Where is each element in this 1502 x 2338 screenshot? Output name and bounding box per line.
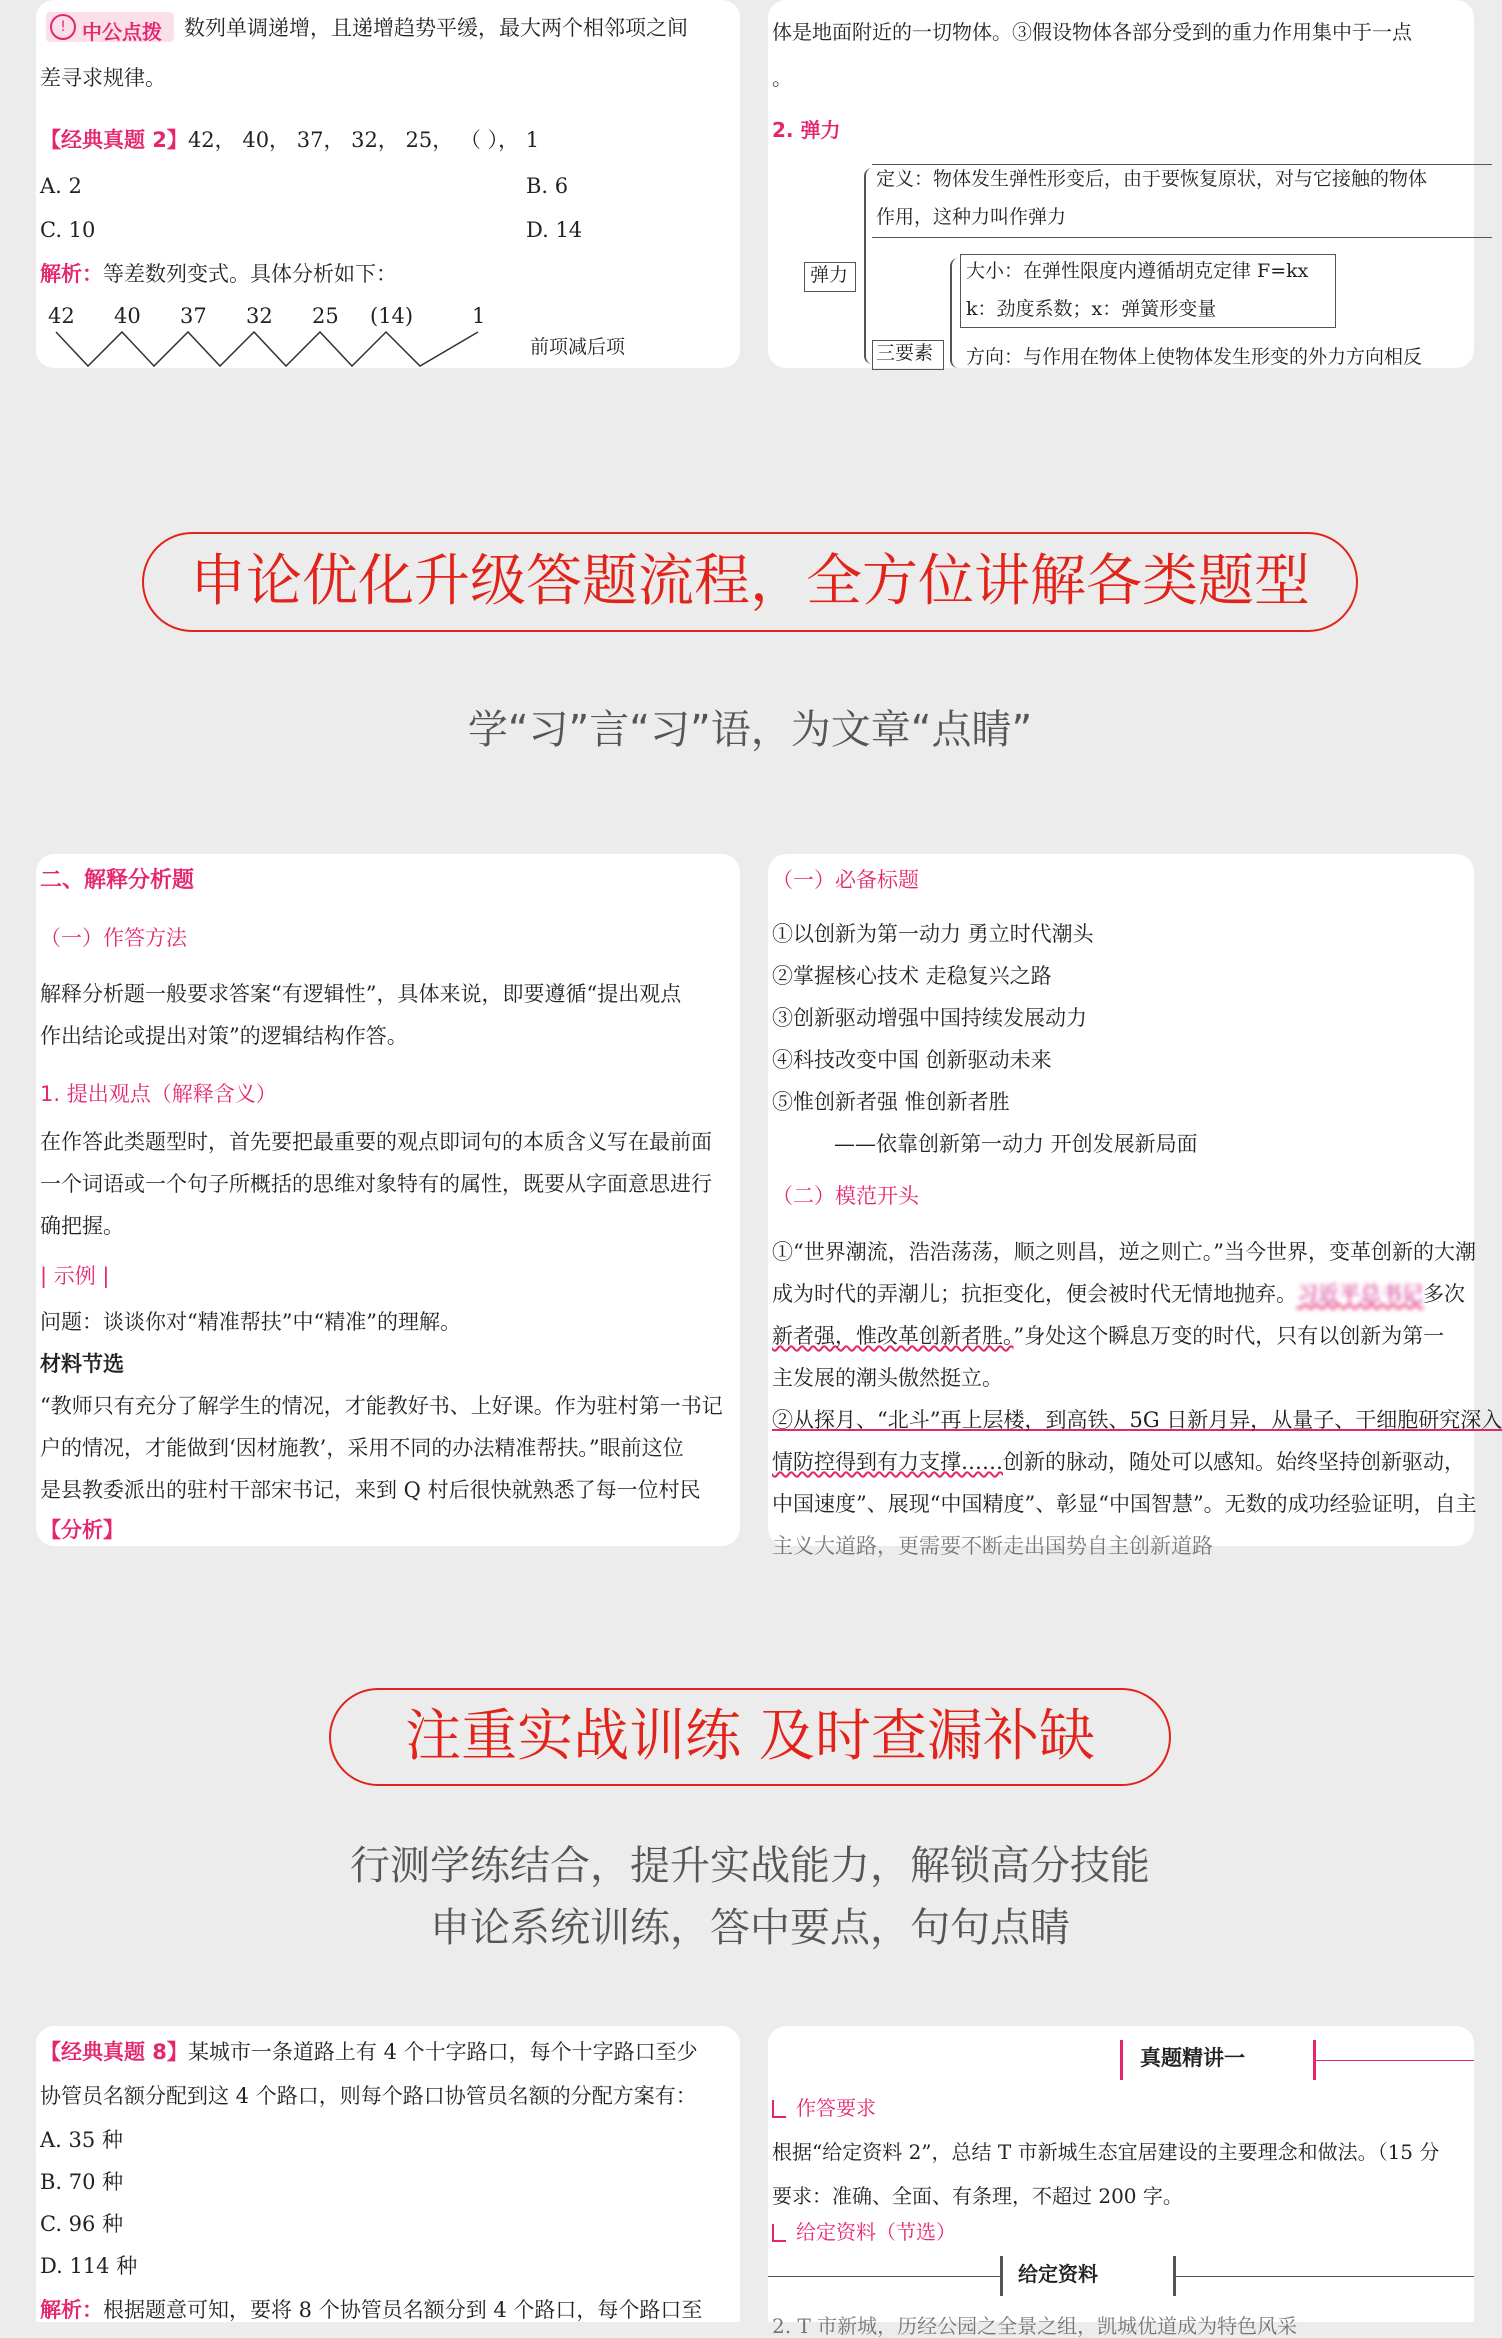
paragraph-line: 一个词语或一个句子所概括的思维对象特有的属性，既要从字面意思进行 [40, 1172, 712, 1196]
seq-item: 1 [472, 304, 486, 328]
title-item: ③创新驱动增强中国持续发展动力 [772, 1006, 1087, 1030]
opening-line [772, 1282, 1465, 1307]
text-line: 。 [772, 66, 792, 90]
opening-line: 主义大道路，更需要不断走出国势自主创新道路 [772, 1534, 1213, 1558]
opening-line: ①“世界潮流，浩浩荡荡，顺之则昌，逆之则亡。”当今世界，变革创新的大潮 [772, 1240, 1476, 1264]
tip-badge [46, 12, 174, 42]
req-label: 作答要求 [796, 2096, 876, 2120]
title-item: ⑤惟创新者强 惟创新者胜 [772, 1090, 1010, 1114]
section-banner: 注重实战训练 及时查漏补缺 [329, 1688, 1171, 1786]
opening-text: 创新的脉动，随处可以感知。始终坚持创新驱动， [1003, 1450, 1465, 1474]
section-subtitle: 学“习”言“习”语，为文章“点睛” [467, 707, 1033, 753]
seq-item: 37 [180, 304, 207, 328]
square-icon [772, 2100, 786, 2118]
direction-line: 方向：与作用在物体上使物体发生形变的外力方向相反 [966, 346, 1423, 368]
text-line: 体是地面附近的一切物体。③假设物体各部分受到的重力作用集中于一点 [772, 20, 1412, 44]
question-line: 问题：谈谈你对“精准帮扶”中“精准”的理解。 [40, 1310, 461, 1334]
opening-text: 情防控得到有力支撑…… [772, 1450, 1003, 1474]
option-a: A. 35 种 [40, 2128, 123, 2152]
tip-badge-label: 中公点拨 [82, 20, 162, 44]
opening-text: ”身处这个瞬息万变的时代，只有以创新为第一 [1013, 1324, 1445, 1348]
question-text: 42， 40， 37， 32， 25， （ ）， 1 [187, 128, 540, 152]
title-item: ④科技改变中国 创新驱动未来 [772, 1048, 1052, 1072]
section-title: 二、解释分析题 [40, 868, 195, 893]
seq-item: 42 [48, 304, 75, 328]
sub-heading: （一）必备标题 [772, 868, 919, 892]
section-heading: 2. 弹力 [772, 118, 841, 142]
opening-text: 成为时代的弄潮儿；抗拒变化，便会被时代无情地抛弃。 [772, 1282, 1297, 1306]
seq-item: 25 [312, 304, 339, 328]
question-text: 某城市一条道路上有 4 个十字路口，每个十字路口至少 [187, 2040, 698, 2064]
card-explain-analysis [36, 854, 740, 1546]
opening-line: 中国速度”、展现“中国精度”、彰显“中国智慧”。无数的成功经验证明，自主 [772, 1492, 1477, 1516]
root-label: 弹力 [810, 264, 849, 286]
sub-heading: （二）模范开头 [772, 1184, 919, 1208]
opening-line [772, 1324, 1444, 1349]
analysis-row [40, 2298, 702, 2323]
title-item: ②掌握核心技术 走稳复兴之路 [772, 964, 1052, 988]
analysis-row [40, 262, 397, 287]
material-label: 材料节选 [40, 1352, 124, 1376]
analysis-label: 【分析】 [40, 1518, 124, 1542]
brace [950, 258, 962, 368]
blurred-text: 习近平总书记 [1297, 1282, 1423, 1306]
paragraph-line: 解释分析题一般要求答案“有逻辑性”，具体来说，即要遵循“提出观点 [40, 982, 682, 1006]
side-note: 前项减后项 [530, 336, 626, 358]
material-line: “教师只有充分了解学生的情况，才能教好书、上好课。作为驻村第一书记 [40, 1394, 723, 1418]
title-item: ——依靠创新第一动力 开创发展新局面 [834, 1132, 1198, 1156]
section-subtitle-line-2: 申论系统训练，答中要点，句句点睛 [430, 1905, 1070, 1951]
material-label: 给定资料（节选） [796, 2220, 956, 2244]
material-line: 户的情况，才能做到‘因材施教’，采用不同的办法精准帮扶。”眼前这位 [40, 1436, 684, 1460]
title-item: ①以创新为第一动力 勇立时代潮头 [772, 922, 1094, 946]
sub-heading: 1. 提出观点（解释含义） [40, 1082, 277, 1106]
section-banner: 申论优化升级答题流程，全方位讲解各类题型 [142, 532, 1358, 632]
req-line: 根据“给定资料 2”，总结 T 市新城生态宜居建设的主要理念和做法。（15 分 [772, 2140, 1440, 2164]
analysis-label: 解析： [40, 262, 103, 286]
card-elastic-force [768, 0, 1474, 368]
seq-item: (14) [370, 304, 414, 328]
question-row [40, 128, 539, 153]
definition-line-2: 作用，这种力叫作弹力 [876, 206, 1067, 228]
option-c: C. 96 种 [40, 2212, 124, 2236]
option-b: B. 6 [526, 174, 569, 198]
option-b: B. 70 种 [40, 2170, 124, 2194]
seq-item: 32 [246, 304, 273, 328]
option-a: A. 2 [40, 174, 82, 198]
size-line-2: k：劲度系数；x：弹簧形变量 [966, 298, 1217, 320]
card-number-series [36, 0, 740, 368]
option-d: D. 114 种 [40, 2254, 138, 2278]
question-line: 协管员名额分配到这 4 个路口，则每个路口协管员名额的分配方案有： [40, 2084, 697, 2108]
question-tag: 【经典真题 8】 [40, 2040, 188, 2064]
opening-line: 主发展的潮头傲然挺立。 [772, 1366, 1003, 1390]
material-line: 2. T 市新城，历经公园之全景之组，凯城优道成为特色风采 [772, 2314, 1298, 2338]
opening-text: 新者强，惟改革创新者胜。 [772, 1324, 1014, 1348]
three-label: 三要素 [876, 342, 934, 364]
section-subtitle-line-1: 行测学练结合，提升实战能力，解锁高分技能 [350, 1843, 1150, 1889]
square-icon [772, 2224, 786, 2242]
option-c: C. 10 [40, 218, 96, 242]
sub-heading: （一）作答方法 [40, 926, 187, 950]
material-header: 给定资料 [1018, 2262, 1098, 2286]
opening-text: 多次 [1423, 1282, 1465, 1306]
paragraph-line: 在作答此类题型时，首先要把最重要的观点即词句的本质含义写在最前面 [40, 1130, 712, 1154]
question-tag: 【经典真题 2】 [40, 128, 188, 152]
example-label: | 示例 | [40, 1264, 110, 1288]
seq-item: 40 [114, 304, 141, 328]
card-traffic-question [36, 2026, 740, 2322]
card-true-exam [768, 2026, 1474, 2338]
option-d: D. 14 [526, 218, 583, 242]
definition-line-1: 定义：物体发生弹性形变后，由于要恢复原状，对与它接触的物体 [876, 168, 1428, 190]
size-line-1: 大小：在弹性限度内遵循胡克定律 F=kx [966, 260, 1309, 282]
paragraph-line: 确把握。 [40, 1214, 124, 1238]
analysis-label: 解析： [40, 2298, 103, 2322]
zigzag-lines [48, 330, 528, 370]
opening-line: ②从探月、“北斗”再上层楼，到高铁、5G 日新月异，从量子、干细胞研究深入 [772, 1408, 1502, 1432]
opening-line [772, 1450, 1465, 1475]
req-line: 要求：准确、全面、有条理，不超过 200 字。 [772, 2184, 1183, 2208]
material-line: 是县教委派出的驻村干部宋书记，来到 Q 村后很快就熟悉了每一位村民 [40, 1478, 701, 1502]
tip-line-2: 差寻求规律。 [40, 66, 166, 90]
question-row [40, 2040, 698, 2065]
analysis-text: 等差数列变式。具体分析如下： [103, 262, 397, 286]
analysis-text: 根据题意可知，要将 8 个协管员名额分到 4 个路口，每个路口至 [103, 2298, 703, 2322]
brace [864, 168, 876, 364]
tip-line-1: 数列单调递增，且递增趋势平缓，最大两个相邻项之间 [184, 16, 688, 40]
section-header: 真题精讲一 [1140, 2046, 1245, 2070]
card-model-openings [768, 854, 1502, 1558]
bulb-icon: ! [50, 14, 76, 40]
paragraph-line: 作出结论或提出对策”的逻辑结构作答。 [40, 1024, 408, 1048]
